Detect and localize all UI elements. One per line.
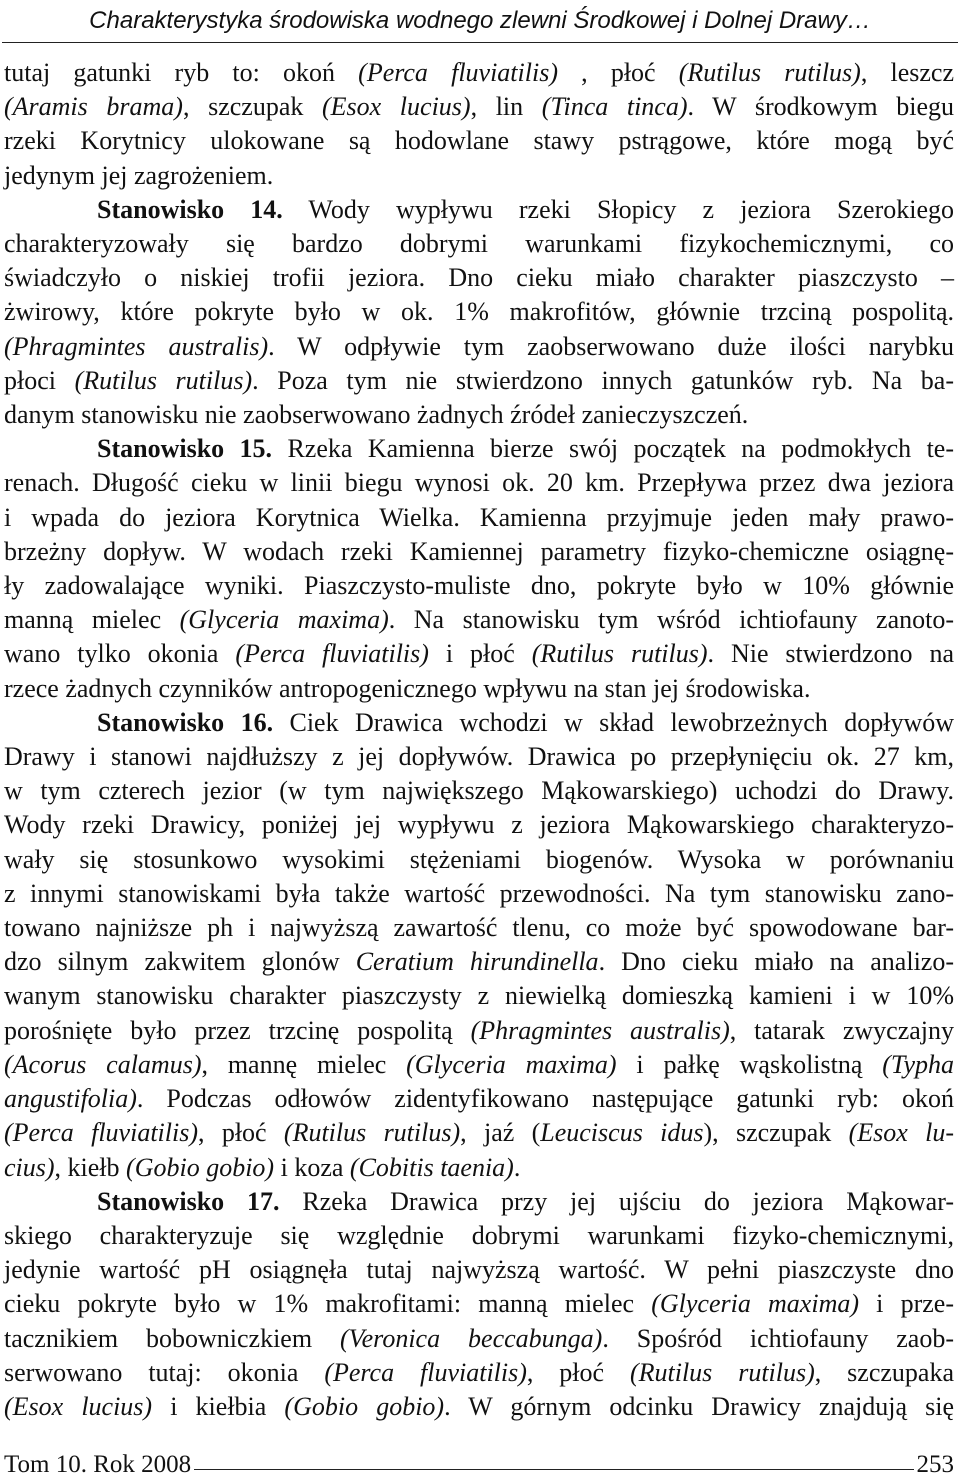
latin-name: cius) [4,1152,55,1182]
text-line [4,706,954,740]
text-run: porośnięte było przez trzcinę pospolitą [4,1015,471,1045]
text-run: z innymi stanowiskami była także wartość przewodności. Na tym stanowisku zano- [4,878,954,908]
text-run: wały się stosunkowo wysokimi stężeniami biogenów. Wysoka w porównaniu [4,844,954,874]
text-run: renach. Długość cieku w linii biegu wynosi ok. 20 km. Przepływa przez dwa jeziora [4,468,954,498]
text-run: . [513,1152,521,1182]
text-run: manną mielec [4,605,180,635]
text-line [4,1014,954,1048]
latin-name: (Glyceria maxima) [406,1049,617,1079]
text-run: brzeżny dopływ. W wodach rzeki Kamiennej parametry fizyko-chemiczne osiągnę- [4,536,954,566]
text-line [4,124,954,158]
latin-name: Ceratium hirundinella [355,947,599,977]
text-run: , kiełb [54,1152,127,1182]
text-line [4,740,954,774]
text-run: Rzeka Drawica przy jej ujściu do jeziora Mąkowar- [279,1186,954,1216]
text-run: , szczupaka [814,1357,955,1387]
running-header [2,5,958,43]
text-line [4,330,954,364]
text-run: . Podczas odłowów zidentyfikowano następujące gatunki ryb: okoń [136,1084,954,1114]
volume-label: Tom 10. Rok 2008 [4,1451,192,1478]
text-run: jedynym jej zagrożeniem. [4,160,274,190]
text-line [4,637,954,671]
latin-name: (Perca fluviatilis) [235,639,429,669]
running-title: Charakterystyka środowiska wodnego zlewni Środkowej i Dolnej Drawy… [89,7,871,34]
text-line [4,945,954,979]
text-line [4,432,954,466]
text-run: rzeki Korytnicy ulokowane są hodowlane stawy pstrągowe, które mogą być [4,126,954,156]
text-run: jedynie wartość pH osiągnęła tutaj najwyższą wartość. W pełni piaszczyste dno [4,1255,954,1285]
text-run: , szczupak [182,92,322,122]
paragraph [4,193,954,432]
text-line [4,843,954,877]
text-run: . W odpływie tym zaobserwowano duże ilości narybku [268,331,954,361]
text-run: , płoć [197,1118,284,1148]
text-line [4,1082,954,1116]
text-run: towano najniższe ph i najwyższą zawartość tlenu, co może być spowodowane bar- [4,913,954,943]
text-run: danym stanowisku nie zaobserwowano żadnych źródeł zanieczyszczeń. [4,400,749,430]
latin-name: angustifolia) [4,1084,137,1114]
latin-name: (Rutilus rutilus) [74,365,253,395]
text-run: , płoć [557,58,679,87]
text-run: , płoć [526,1357,630,1387]
text-line [4,1151,954,1185]
latin-name: (Typha [882,1049,954,1079]
latin-name: (Esox lucius) [321,92,471,122]
latin-name: (Phragmintes australis) [4,331,269,361]
text-line [4,261,954,295]
text-run: i prze- [859,1289,954,1319]
text-run: i płoć [428,639,532,669]
text-line [4,159,954,193]
text-run: . W górnym odcinku Drawicy znajdują się [444,1391,955,1421]
text-run: . W środkowym biegu [687,92,955,122]
text-line [4,56,954,90]
text-run: , lin [470,92,542,122]
text-run: w tym czterech jezior (w tym największego Mąkowarskiego) uchodzi do Drawy. [4,776,954,806]
text-line [4,979,954,1013]
text-line [4,774,954,808]
latin-name: (Glyceria maxima) [651,1289,859,1319]
text-run: ły zadowalające wyniki. Piaszczysto-muliste dno, pokryte było w 10% głównie [4,571,954,601]
text-line [4,911,954,945]
text-line [4,295,954,329]
station-heading: Stanowisko 15. [97,434,273,464]
text-run: świadczyło o niskiej trofii jeziora. Dno cieku miało charakter piaszczysto – [4,263,954,293]
text-line [4,193,954,227]
text-run: skiego charakteryzuje się względnie dobrymi warunkami fizyko-chemicznymi, [4,1220,954,1250]
latin-name: (Cobitis taenia) [349,1152,514,1182]
text-run: żwirowy, które pokryte było w ok. 1% makrofitów, głównie trzciną pospolitą. [4,297,954,327]
text-run: Rzeka Kamienna bierze swój początek na podmokłych te- [272,434,955,464]
latin-name: (Aramis brama) [4,92,183,122]
station-heading: Stanowisko 17. [97,1186,280,1216]
text-line [4,1287,954,1321]
latin-name: (Gobio gobio) [284,1391,445,1421]
text-run: charakteryzowały się bardzo dobrymi warunkami fizykochemicznymi, co [4,229,954,259]
text-line [4,808,954,842]
text-run: i kiełbia [152,1391,285,1421]
latin-name: (Rutilus rutilus) [531,639,708,669]
latin-name: (Veronica beccabunga) [339,1323,603,1353]
text-line [4,535,954,569]
latin-name: (Esox lucius) [4,1391,153,1421]
text-run: wano tylko okonia [4,639,236,669]
text-run: i koza [274,1152,350,1182]
text-line [4,603,954,637]
latin-name: (Tinca tinca) [541,92,688,122]
text-run: rzece żadnych czynników antropogenicznego wpływu na stan jej środowiska. [4,673,811,703]
text-run: i wpada do jeziora Korytnica Wielka. Kamienna przyjmuje jeden mały prawo- [4,502,954,532]
latin-name: Leuciscus idus [540,1118,704,1148]
text-line [4,466,954,500]
text-run: , tatarak zwyczajny [729,1015,954,1045]
paragraph [4,432,954,706]
text-run: cieku pokryte było w 1% makrofitami: manną mielec [4,1289,652,1319]
text-run: . Dno cieku miało na analizo- [598,947,954,977]
paragraph [4,56,954,193]
latin-name: (Perca fluviatilis) [4,1118,198,1148]
station-heading: Stanowisko 14. [97,194,283,224]
paragraph [4,1185,954,1424]
latin-name: (Esox lu- [848,1118,954,1148]
text-line [4,1390,954,1424]
text-line [4,398,954,432]
text-line [4,1048,954,1082]
text-line [4,364,954,398]
text-run: . Spośród ichtiofauny zaob- [602,1323,954,1353]
text-run: tacznikiem bobowniczkiem [4,1323,340,1353]
text-run: . Nie stwierdzono na [707,639,954,669]
body-text [4,56,954,1424]
text-line [4,1322,954,1356]
text-run: , jaź ( [460,1118,541,1148]
latin-name: (Rutilus rutilus) [283,1118,461,1148]
text-run: wanym stanowisku charakter piaszczysty z niewielką domieszką kamieni i w 10% [4,981,954,1011]
text-run: serwowano tutaj: okonia [4,1357,325,1387]
text-run: płoci [4,365,75,395]
text-run: . Na stanowisku tym wśród ichtiofauny zanoto- [388,605,954,635]
text-line [4,501,954,535]
text-run: tutaj gatunki ryb to: okoń [4,58,359,87]
text-line [4,1185,954,1219]
text-line [4,1116,954,1150]
latin-name: (Rutilus rutilus) [629,1357,815,1387]
text-line [4,569,954,603]
text-run: ), szczupak [703,1118,849,1148]
latin-name: (Rutilus rutilus) [678,58,861,87]
latin-name: (Acorus calamus) [4,1049,202,1079]
text-line [4,1253,954,1287]
text-line [4,672,954,706]
text-run: Ciek Drawica wchodzi w skład lewobrzeżnych dopływów [273,707,954,737]
text-run: . Poza tym nie stwierdzono innych gatunków ryb. Na ba- [252,365,954,395]
text-run: , mannę mielec [201,1049,407,1079]
latin-name: (Glyceria maxima) [179,605,389,635]
text-line [4,90,954,124]
text-run: Drawy i stanowi najdłuższy z jej dopływów. Drawica po przepłynięciu ok. 27 km, [4,742,954,772]
latin-name: (Gobio gobio) [126,1152,275,1182]
text-line [4,1356,954,1390]
text-line [4,1219,954,1253]
text-run: Wody wypływu rzeki Słopicy z jeziora Szerokiego [282,194,955,224]
text-run: Wody rzeki Drawicy, poniżej jej wypływu z jeziora Mąkowarskiego charakteryzo- [4,810,954,840]
latin-name: (Phragmintes australis) [470,1015,730,1045]
page-footer [4,1449,954,1480]
page-number: 253 [916,1451,954,1478]
station-heading: Stanowisko 16. [97,707,274,737]
text-run: , leszcz [860,58,954,87]
footer-rule [194,1469,913,1470]
latin-name: (Perca fluviatilis) [324,1357,527,1387]
text-line [4,227,954,261]
text-run: i pałkę wąskolistną [616,1049,883,1079]
latin-name: (Perca fluviatilis) [358,58,558,87]
paragraph [4,706,954,1185]
text-run: dzo silnym zakwitem glonów [4,947,356,977]
text-line [4,877,954,911]
